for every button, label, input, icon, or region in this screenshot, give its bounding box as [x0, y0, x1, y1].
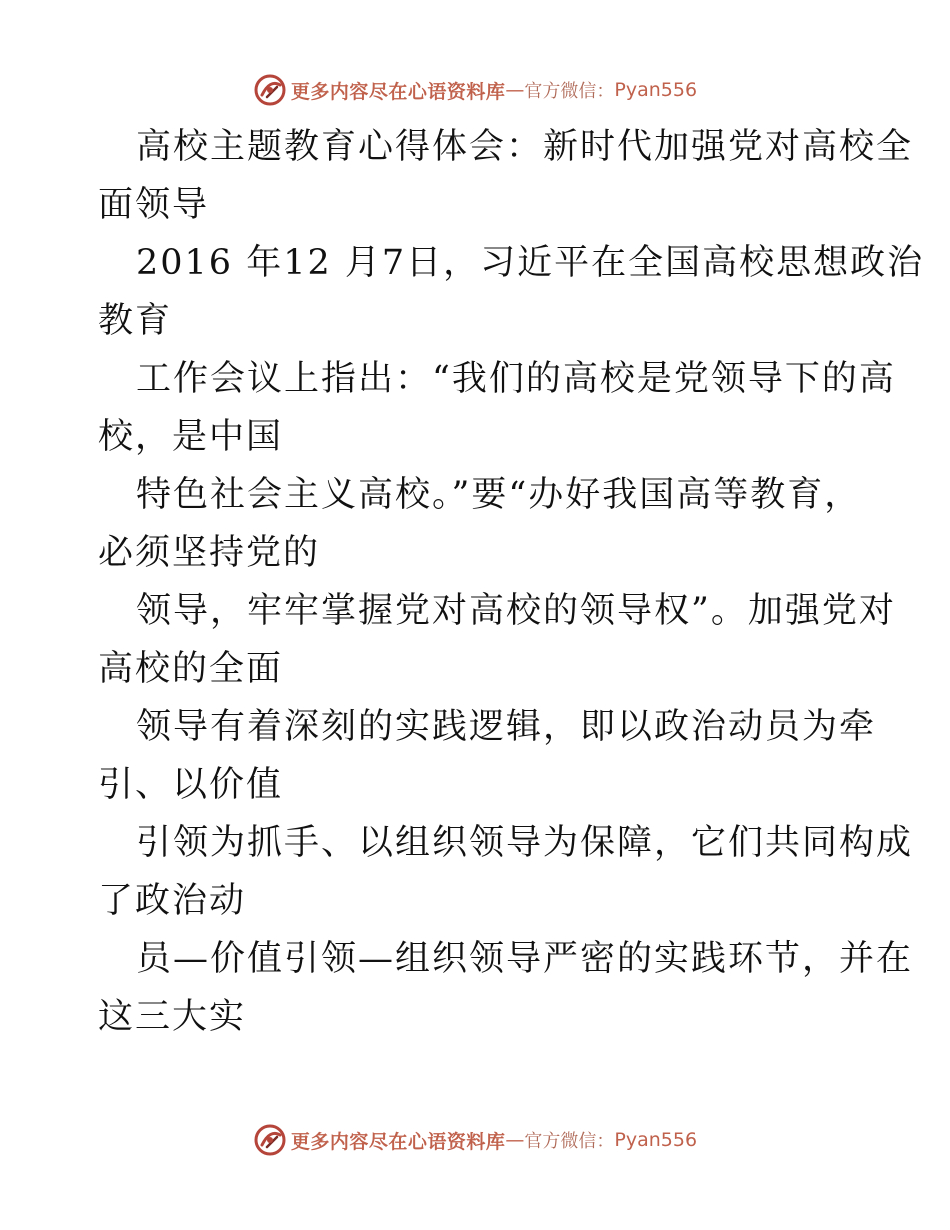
banner-wechat-id: Pyan556	[614, 79, 698, 101]
paragraph-line: 引、以价值	[98, 765, 284, 805]
banner-dash: —	[505, 1129, 525, 1151]
logo-icon	[253, 73, 287, 107]
logo-icon	[253, 1123, 287, 1157]
banner-site-text: 更多内容尽在心语资料库	[290, 80, 506, 103]
paragraph-line: 必须坚持党的	[98, 533, 321, 573]
paragraph-line: 领导有着深刻的实践逻辑，即以政治动员为牵	[136, 707, 877, 747]
paragraph-line: 引领为抓手、以组织领导为保障，它们共同构成	[136, 823, 914, 863]
paragraph-line: 教育	[98, 301, 173, 341]
paragraph-line: 领导，牢牢掌握党对高校的领导权”。加强党对	[136, 591, 896, 631]
footer-banner	[0, 1120, 950, 1160]
banner-site-text: 更多内容尽在心语资料库	[290, 1130, 506, 1153]
paragraph-line: 高校的全面	[98, 649, 284, 689]
paragraph-line: 工作会议上指出：“我们的高校是党领导下的高	[136, 359, 896, 399]
paragraph-line: 校，是中国	[98, 417, 284, 457]
paragraph-line: 特色社会主义高校。”要“办好我国高等教育，	[136, 475, 862, 515]
banner-dash: —	[505, 79, 525, 101]
paragraph-line: 2016 年12 月7日，习近平在全国高校思想政治	[136, 243, 925, 283]
paragraph-line: 了政治动	[98, 881, 247, 921]
banner-wechat-label: 官方微信：	[524, 81, 615, 102]
header-banner	[0, 70, 950, 110]
paragraph-line: 这三大实	[98, 997, 247, 1037]
banner-wechat-label: 官方微信：	[524, 1131, 615, 1152]
banner-wechat-id: Pyan556	[614, 1129, 698, 1151]
document-body	[98, 118, 925, 1046]
document-title-line-2: 面领导	[98, 185, 210, 225]
paragraph-line: 员—价值引领—组织领导严密的实践环节，并在	[136, 939, 914, 979]
document-title-line-1: 高校主题教育心得体会：新时代加强党对高校全	[136, 127, 914, 167]
